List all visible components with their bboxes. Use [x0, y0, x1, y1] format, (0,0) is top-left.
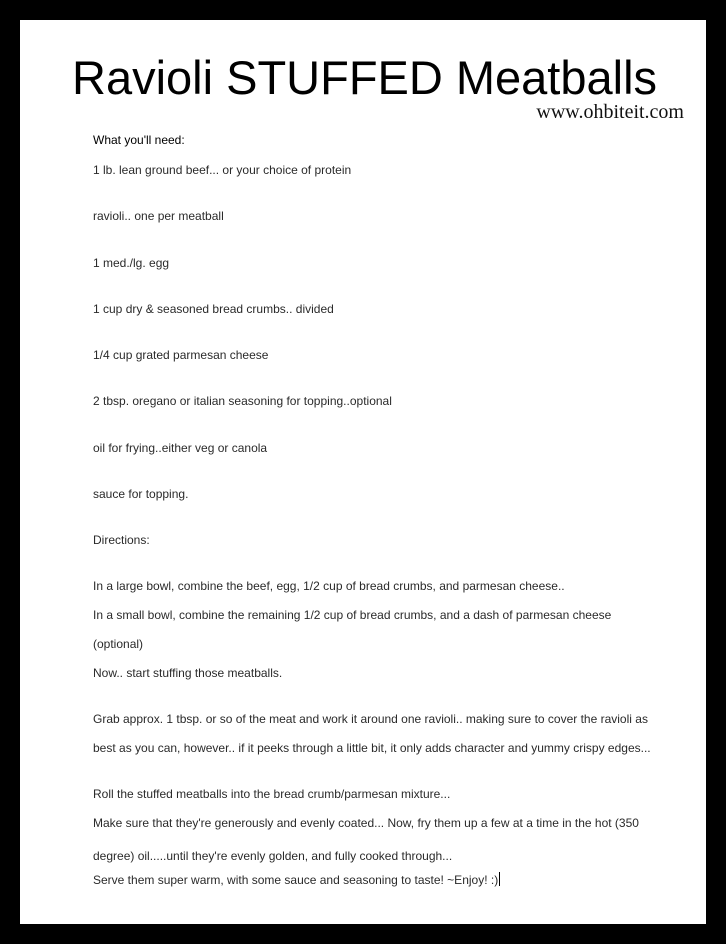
ingredient-item: 1 lb. lean ground beef... or your choice of protein: [93, 163, 352, 177]
direction-line: Make sure that they're generously and evenly coated... Now, fry them up a few at a time in the hot (350: [93, 816, 639, 830]
ingredient-item: ravioli.. one per meatball: [93, 209, 224, 223]
direction-line: Roll the stuffed meatballs into the bread crumb/parmesan mixture...: [93, 787, 451, 801]
ingredient-item: oil for frying..either veg or canola: [93, 441, 268, 455]
direction-line: In a large bowl, combine the beef, egg, 1/2 cup of bread crumbs, and parmesan cheese..: [93, 579, 565, 593]
direction-line: (optional): [93, 637, 144, 651]
recipe-title: Ravioli STUFFED Meatballs: [72, 51, 658, 104]
direction-line: In a small bowl, combine the remaining 1/2 cup of bread crumbs, and a dash of parmesan cheese: [93, 608, 612, 622]
ingredient-item: 2 tbsp. oregano or italian seasoning for topping..optional: [93, 394, 392, 408]
text-cursor: [499, 872, 500, 886]
directions-heading: Directions:: [93, 533, 150, 547]
direction-line: best as you can, however.. if it peeks through a little bit, it only adds character and yummy crispy edges...: [93, 741, 651, 755]
website-url: www.ohbiteit.com: [536, 101, 684, 123]
direction-line: degree) oil.....until they're evenly golden, and fully cooked through...: [93, 849, 453, 863]
direction-line: Grab approx. 1 tbsp. or so of the meat and work it around one ravioli.. making sure to cover the ravioli as: [93, 712, 648, 726]
direction-line-last: [93, 872, 500, 888]
recipe-page: [20, 20, 706, 924]
ingredient-item: 1 med./lg. egg: [93, 256, 170, 270]
direction-text: Serve them super warm, with some sauce and seasoning to taste! ~Enjoy! :): [93, 873, 499, 887]
ingredient-item: 1 cup dry & seasoned bread crumbs.. divided: [93, 302, 334, 316]
ingredients-heading: What you'll need:: [93, 133, 185, 147]
direction-line: Now.. start stuffing those meatballs.: [93, 666, 283, 680]
ingredient-item: sauce for topping.: [93, 487, 189, 501]
ingredient-item: 1/4 cup grated parmesan cheese: [93, 348, 269, 362]
